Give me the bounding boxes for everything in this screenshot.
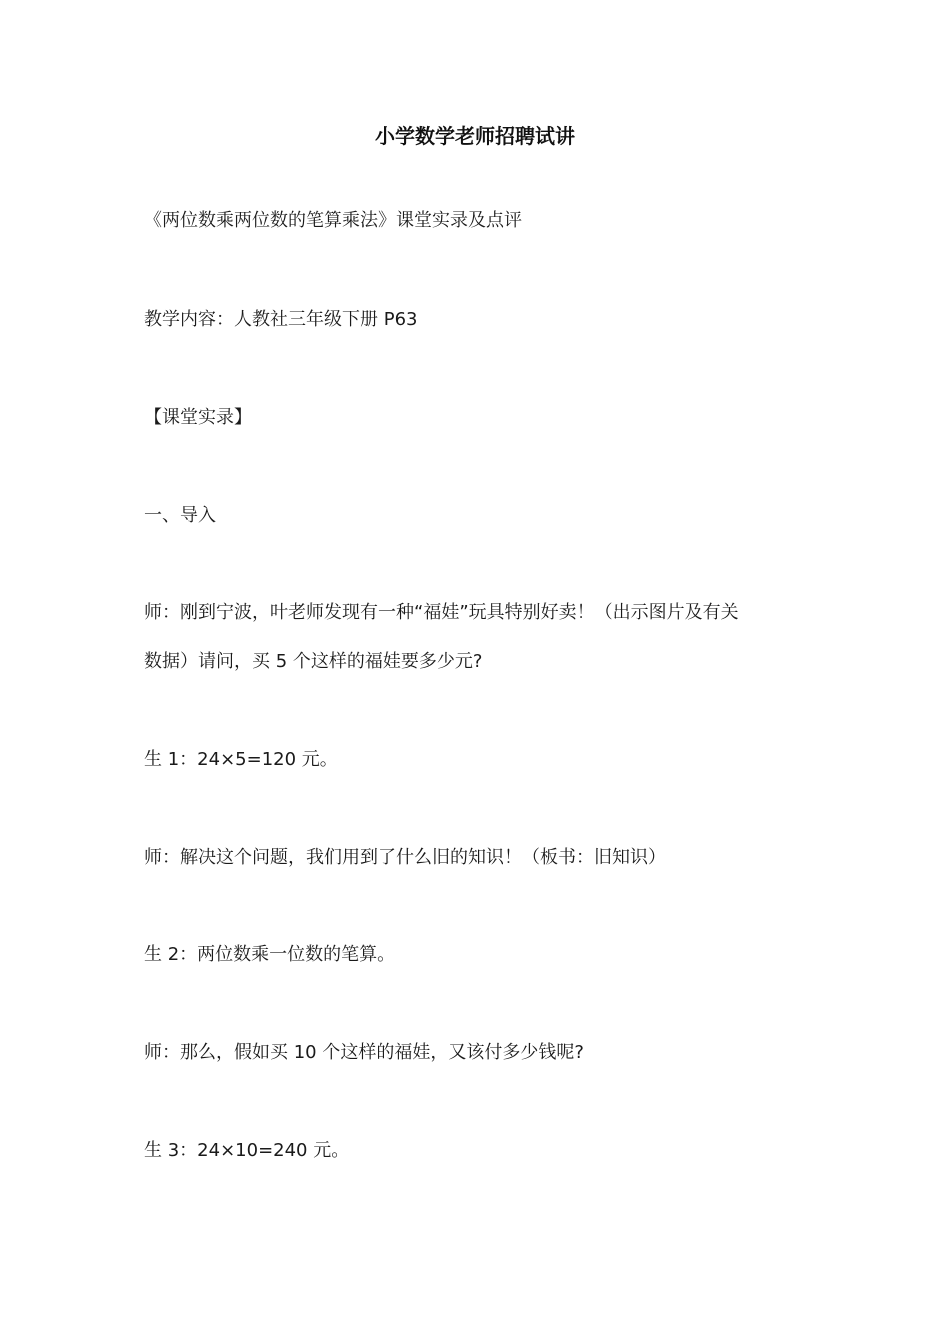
paragraph-line: 生 2：两位数乘一位数的笔算。 (144, 944, 396, 965)
paragraph-line: 师：那么，假如买 10 个这样的福娃，又该付多少钱呢? (144, 1042, 584, 1063)
paragraph-line: 数据）请问，买 5 个这样的福娃要多少元? (144, 651, 483, 672)
paragraph-line: 生 1：24×5=120 元。 (144, 749, 338, 770)
paragraph-line: 师：刚到宁波，叶老师发现有一种“福娃”玩具特别好卖！（出示图片及有关 (144, 602, 739, 623)
section-heading: 【课堂实录】 (144, 407, 252, 428)
paragraph-line: 生 3：24×10=240 元。 (144, 1140, 350, 1161)
document-title: 小学数学老师招聘试讲 (375, 124, 575, 148)
teaching-content: 教学内容：人教社三年级下册 P63 (144, 309, 418, 330)
paragraph-line: 师：解决这个问题，我们用到了什么旧的知识！（板书：旧知识） (144, 847, 666, 868)
subsection-heading: 一、导入 (144, 505, 216, 526)
lesson-subtitle: 《两位数乘两位数的笔算乘法》课堂实录及点评 (144, 210, 522, 231)
